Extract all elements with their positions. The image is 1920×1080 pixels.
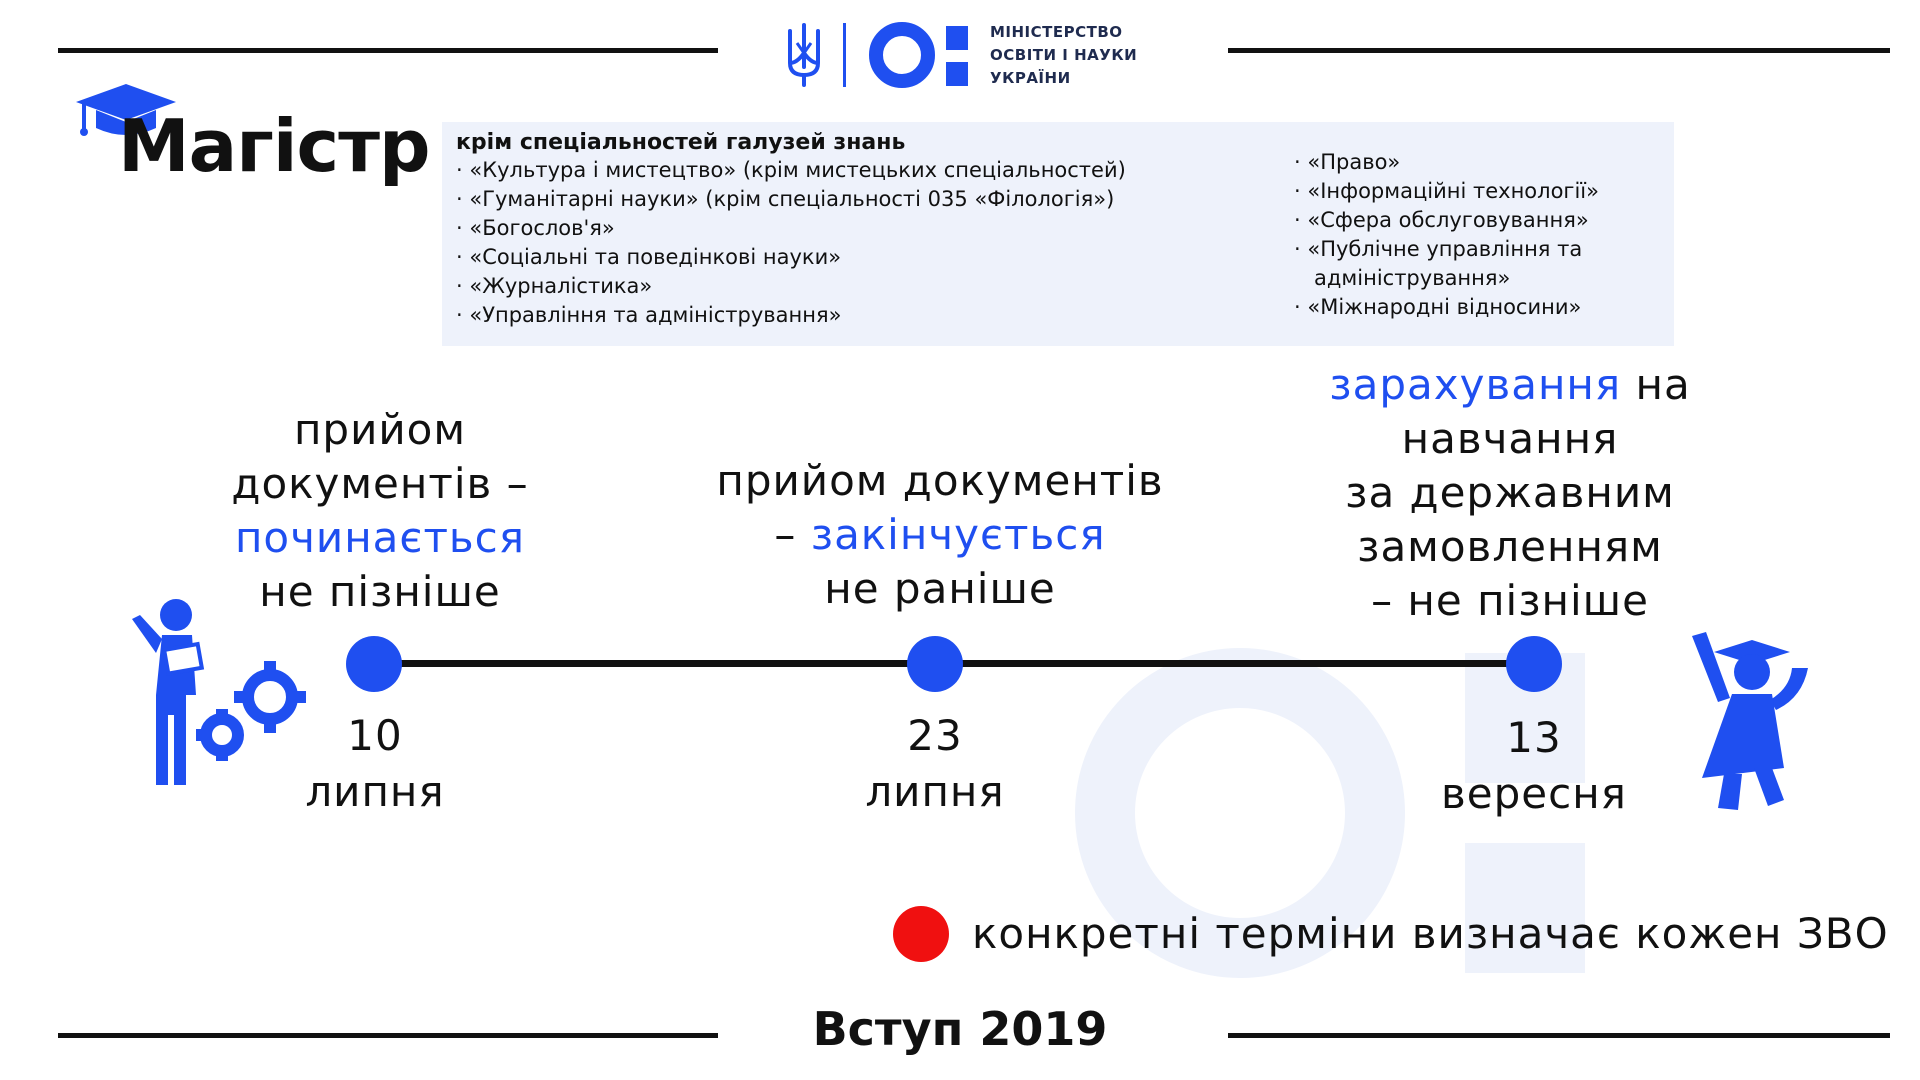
stage-3-description (1310, 358, 1710, 628)
note-marker (893, 906, 949, 962)
stage-3-line-4: замовленням (1357, 522, 1663, 571)
stage-1-description (200, 403, 560, 619)
ministry-line-3: УКРАЇНИ (990, 68, 1071, 87)
stage-1-line-3: починається (234, 513, 526, 562)
stage-1-day: 10 (347, 711, 403, 760)
header-rule-left (58, 48, 718, 53)
stage-1-line-4: не пізніше (259, 567, 501, 616)
stage-2-line-1: прийом документів (716, 456, 1164, 505)
note-text: конкретні терміни визначає кожен ЗВО (972, 909, 1889, 958)
list-item: · «Культура і мистецтво» (крім мистецьких спеціальностей) (456, 158, 1126, 182)
exceptions-list-right (1294, 148, 1599, 322)
stage-3-highlight: зарахування (1329, 360, 1622, 409)
list-item: · «Соціальні та поведінкові науки» (456, 245, 842, 269)
page-title: Магістр (118, 104, 430, 188)
stage-3-date (1414, 710, 1654, 822)
trident-icon (785, 23, 823, 87)
stage-3-line-2: навчання (1401, 414, 1619, 463)
list-item: · «Публічне управління та (1294, 237, 1583, 261)
ministry-logo (785, 18, 1137, 92)
stage-2-dash: – (774, 510, 811, 559)
header-rule-right (1228, 48, 1890, 53)
stage-2-description (690, 454, 1190, 616)
exceptions-heading: крім спеціальностей галузей знань (456, 130, 906, 155)
list-item: · «Гуманітарні науки» (крім спеціальності 035 «Філологія») (456, 187, 1115, 211)
stage-3-day: 13 (1506, 713, 1562, 762)
exceptions-list-left (456, 156, 1126, 330)
list-item: · «Богослов'я» (456, 216, 615, 240)
list-item: · «Управління та адміністрування» (456, 303, 842, 327)
ministry-logo-icon (868, 20, 972, 90)
list-item: · «Інформаційні технології» (1294, 179, 1599, 203)
stage-2-month: липня (865, 767, 1005, 816)
list-item: адміністрування» (1294, 266, 1511, 290)
timeline-dot-2 (907, 636, 963, 692)
stage-3-line-1 (1310, 358, 1710, 412)
ministry-name (990, 21, 1137, 90)
list-item: · «Сфера обслуговування» (1294, 208, 1589, 232)
stage-1-line-2: документів – (231, 459, 529, 508)
timeline-dot-1 (346, 636, 402, 692)
stage-3-month: вересня (1441, 769, 1627, 818)
list-item: · «Право» (1294, 150, 1401, 174)
stage-3-line-5: – не пізніше (1371, 576, 1649, 625)
stage-3-line-1-rest: на (1621, 360, 1691, 409)
stage-2-day: 23 (907, 711, 963, 760)
list-item: · «Журналістика» (456, 274, 653, 298)
exceptions-box (442, 122, 1674, 346)
ministry-line-2: ОСВІТИ І НАУКИ (990, 45, 1138, 64)
stage-3-line-3: за державним (1345, 468, 1675, 517)
list-item: · «Міжнародні відносини» (1294, 295, 1582, 319)
graduate-jumping-icon (1672, 628, 1822, 818)
timeline-dot-3 (1506, 636, 1562, 692)
stage-2-date (815, 708, 1055, 820)
stage-2-line-2 (690, 508, 1190, 562)
stage-2-line-3: не раніше (824, 564, 1056, 613)
footer-title: Вступ 2019 (812, 1002, 1108, 1056)
stage-2-highlight: закінчується (810, 510, 1106, 559)
stage-1-month: липня (305, 767, 445, 816)
logo-separator (843, 23, 846, 87)
stage-1-line-1: прийом (293, 405, 467, 454)
thinking-person-gears-icon (122, 595, 312, 790)
ministry-line-1: МІНІСТЕРСТВО (990, 22, 1123, 41)
